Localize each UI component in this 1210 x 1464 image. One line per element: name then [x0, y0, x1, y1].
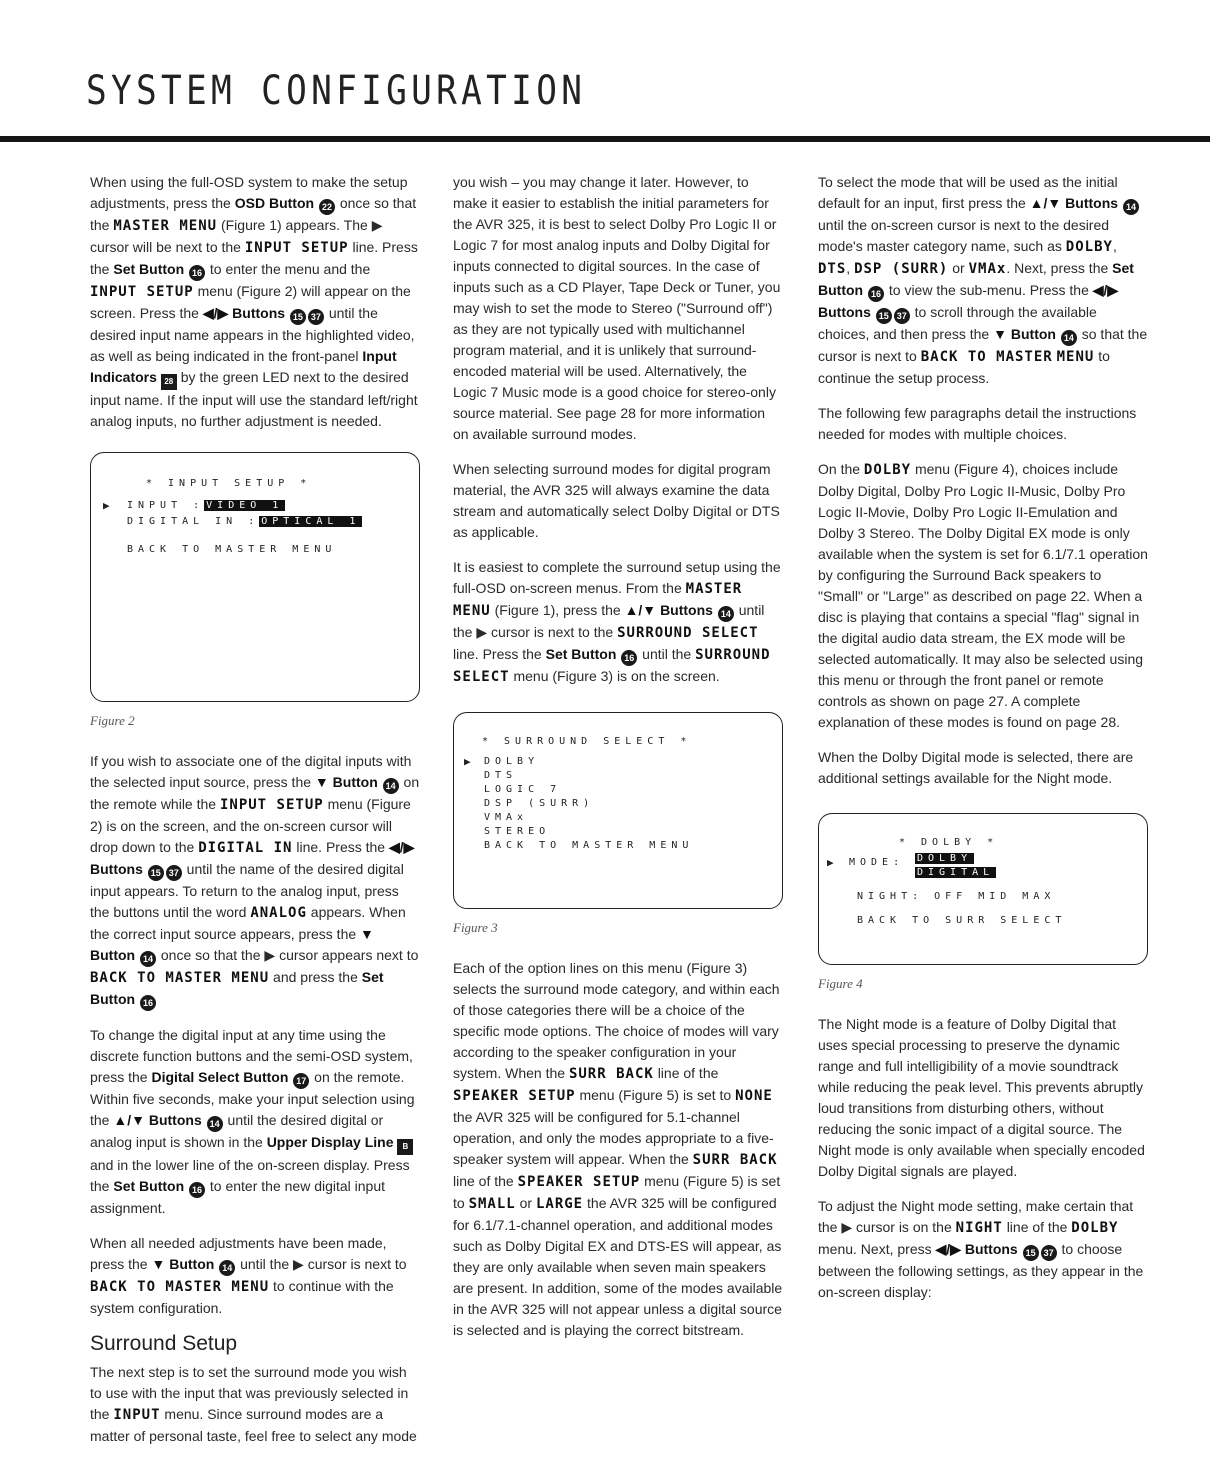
menu-name: INPUT SETUP — [244, 240, 349, 256]
cursor-arrow-icon: ▶ — [827, 856, 834, 869]
text: line. Press the — [296, 839, 386, 855]
osd-back-line: BACK TO SURR SELECT — [857, 915, 1067, 926]
down-arrow-icon: ▼ — [993, 326, 1007, 342]
menu-name: VMAx — [968, 261, 1007, 277]
col2-paragraph-2: When selecting surround modes for digital program material, the AVR 325 will always examine the data stream and automatically select Dolby Digital or DTS as applicable. — [453, 461, 780, 540]
menu-name: SMALL — [468, 1196, 516, 1212]
left-right-arrows-icon: ◀/▶ — [935, 1241, 961, 1257]
button-14-icon: 14 — [1123, 199, 1139, 215]
button-15-icon: 15 — [148, 865, 164, 881]
indicator-28-icon: 28 — [161, 374, 177, 390]
menu-name: SURROUND SELECT — [453, 647, 771, 685]
col1-paragraph-4 — [90, 1233, 420, 1319]
buttons-label: Buttons — [232, 305, 286, 321]
col1-paragraph-1 — [90, 172, 420, 432]
button-15-icon: 15 — [1023, 1245, 1039, 1261]
menu-name: MASTER MENU — [453, 581, 743, 619]
text: menu. Since surround modes are a matter of personal taste, feel free to select any mode — [90, 1406, 417, 1444]
set-button-label: Set Button — [113, 1178, 185, 1194]
upper-display-line-label: Upper Display Line — [266, 1134, 394, 1150]
title-rule — [0, 136, 1210, 142]
menu-name: NONE — [735, 1088, 773, 1104]
osd-title: * DOLBY * — [899, 837, 999, 848]
set-button-label: Set Button — [545, 646, 617, 662]
menu-name: DTS — [818, 261, 847, 277]
osd-label: DIGITAL IN : — [127, 516, 260, 527]
section-heading: Surround Setup — [90, 1332, 238, 1355]
text: menu (Figure 2) is on the screen, and the on-screen cursor will drop down to the — [90, 796, 411, 855]
text: until the — [453, 602, 765, 640]
menu-name: SURROUND SELECT — [617, 625, 759, 641]
figure-2-caption: Figure 2 — [90, 713, 135, 728]
column-1 — [90, 172, 420, 1461]
menu-name: DSP (SURR) — [854, 261, 949, 277]
text: cursor is next to the — [491, 624, 614, 640]
button-37-icon: 37 — [1041, 1245, 1057, 1261]
text: on the remote while the — [90, 774, 420, 812]
button-14-icon: 14 — [207, 1116, 223, 1132]
text: once so that the — [160, 947, 261, 963]
osd-value: DIGITAL — [917, 867, 995, 878]
column-2 — [453, 172, 783, 1355]
text: or — [952, 260, 965, 276]
col2-paragraph-4 — [453, 958, 783, 1341]
text: cursor is on the — [856, 1219, 952, 1235]
text: the AVR 325 will be configured for 5.1-channel operation, and only the modes appropriate to a five-speaker system will appear. When the — [453, 1109, 774, 1167]
osd-title: * SURROUND SELECT * — [482, 736, 692, 747]
menu-name: BACK TO MASTER — [920, 349, 1053, 365]
text: cursor appears next to — [279, 947, 419, 963]
left-right-arrows-icon: ◀/▶ — [388, 839, 415, 855]
osd-item: VMAx — [484, 812, 529, 823]
col3-paragraph-5: The Night mode is a feature of Dolby Digital that uses special processing to preserve the dynamic range and full intelligibility of a movie soundtrack while reducing the peak level. This prevents abruptly loud transitions from disturbing others, without reducing the sonic impact of a digital source. The Night mode is only available when specially encoded Dolby Digital signals are played. — [818, 1016, 1145, 1179]
text: To select the mode that will be used as the initial default for an input, first press the — [818, 174, 1118, 211]
text: until the desired digital or analog input is shown in the — [90, 1112, 384, 1150]
right-arrow-icon: ▶ — [371, 217, 383, 233]
button-15-icon: 15 — [290, 309, 306, 325]
text: When using the full-OSD system to make the setup adjustments, press the — [90, 174, 408, 211]
text: until the — [240, 1256, 290, 1272]
menu-name: INPUT SETUP — [219, 797, 324, 813]
text: line. Press the — [90, 239, 418, 277]
menu-name: DOLBY — [863, 462, 912, 478]
down-arrow-icon: ▼ — [314, 774, 329, 790]
figure-4-caption: Figure 4 — [818, 976, 863, 991]
text: Next, press the — [1014, 260, 1109, 276]
up-down-arrows-icon: ▲/▼ — [113, 1112, 145, 1128]
osd-item: LOGIC 7 — [484, 784, 562, 795]
osd-item: DSP (SURR) — [484, 798, 595, 809]
column-3 — [818, 172, 1148, 1317]
up-down-arrows-icon: ▲/▼ — [1029, 195, 1062, 211]
osd-mode-label: MODE: — [849, 857, 905, 868]
text: To change the digital input at any time using the discrete function buttons and the semi-OSD system, press the — [90, 1027, 413, 1085]
osd-item: DOLBY — [484, 756, 540, 767]
text: menu (Figure 4), choices include Dolby Digital, Dolby Pro Logic II-Music, Dolby Pro Logic II-Movie, Dolby Pro Logic II-Emulation and Dolby 3 Stereo. The Dolby Digital EX mode is only available when the system is set for 6.1/7.1 operation by configuring the Surround Back speakers to "Small" or "Large" as described on page 22. When a disc is playing that contains a special "flag" signal in the digital audio data stream, the EX mode will be selected automatically. It may also be selected using this menu or through the front panel or remote controls as shown on page 27. A complete explanation of these modes is found on page 28. — [818, 461, 1148, 730]
col3-paragraph-3 — [818, 459, 1148, 733]
button-14-icon: 14 — [1061, 330, 1077, 346]
text: so that the cursor is next to — [818, 326, 1148, 364]
button-16-icon: 16 — [189, 265, 205, 281]
digital-select-button-label: Digital Select Button — [151, 1069, 289, 1085]
button-16-icon: 16 — [189, 1182, 205, 1198]
cursor-arrow-icon: ▶ — [464, 755, 471, 768]
menu-name: SPEAKER SETUP — [453, 1088, 576, 1104]
button-label: Button — [1010, 326, 1056, 342]
buttons-label: Buttons — [1065, 195, 1119, 211]
col3-paragraph-2: The following few paragraphs detail the instructions needed for modes with multiple choices. — [818, 405, 1137, 442]
menu-name: DIGITAL IN — [198, 840, 293, 856]
menu-name: SURR BACK — [692, 1152, 778, 1168]
right-arrow-icon: ▶ — [264, 947, 276, 963]
text: menu (Figure 3) is on the screen. — [513, 668, 720, 684]
buttons-label: Buttons — [148, 1112, 202, 1128]
osd-value: VIDEO 1 — [206, 500, 284, 511]
text: menu (Figure 2) will appear on the screen. Press the — [90, 283, 411, 321]
figure-3-caption: Figure 3 — [453, 920, 498, 935]
page-title: SYSTEM CONFIGURATION — [86, 68, 587, 114]
menu-name: MASTER MENU — [113, 218, 218, 234]
text: line. Press the — [453, 646, 542, 662]
down-arrow-icon: ▼ — [151, 1256, 166, 1272]
left-right-arrows-icon: ◀/▶ — [1092, 282, 1119, 298]
osd-figure-3 — [453, 712, 783, 909]
text: (Figure 1) appears. The — [220, 217, 368, 233]
button-37-icon: 37 — [894, 308, 910, 324]
buttons-label: Buttons — [964, 1241, 1018, 1257]
osd-button-label: OSD Button — [234, 195, 315, 211]
text: It is easiest to complete the surround setup using the full-OSD on-screen menus. From the — [453, 559, 781, 596]
button-17-icon: 17 — [293, 1073, 309, 1089]
text: once so that the — [90, 195, 417, 233]
text: or — [519, 1195, 533, 1211]
text: line of the — [1006, 1219, 1068, 1235]
text: menu (Figure 5) is set to — [453, 1173, 781, 1211]
col1-paragraph-5 — [90, 1362, 420, 1447]
button-37-icon: 37 — [166, 865, 182, 881]
input-indicators-label: Input Indicators — [90, 348, 397, 385]
menu-name: INPUT SETUP — [90, 284, 194, 300]
col3-paragraph-1: To select the mode that will be used as the initial default for an input, first press the ▲/▼ Buttons 14 until the on-screen cursor is next to the desired mode's master category name, such as DOLBY, DTS, DSP (SURR) or VMAx. Next, press the Set Button 16 to view the sub-menu. Press the ◀/▶ Buttons 15 37 to scroll through the available choices, and then press the ▼ Button 14 so that the cursor is next to BACK TO MASTER MENU to continue the setup process. — [818, 174, 1148, 386]
text: and press the — [273, 969, 358, 985]
button-15-icon: 15 — [876, 308, 892, 324]
text: and in the lower line of the on-screen display. Press the — [90, 1157, 410, 1194]
osd-item: STEREO — [484, 826, 551, 837]
menu-name: BACK TO MASTER MENU — [90, 970, 270, 986]
text: by the green LED next to the desired input name. If the input will use the standard left/right analog inputs, no further adjustment is needed. — [90, 369, 418, 429]
col3-paragraph-6 — [818, 1196, 1148, 1303]
menu-name: MENU — [1056, 349, 1095, 365]
text: menu (Figure 5) is set to — [579, 1087, 732, 1103]
text: line of the — [453, 1173, 514, 1189]
display-b-icon: B — [397, 1139, 413, 1155]
button-16-icon: 16 — [621, 650, 637, 666]
menu-name: ANALOG — [250, 905, 307, 921]
right-arrow-icon: ▶ — [293, 1256, 304, 1272]
menu-name: SPEAKER SETUP — [517, 1174, 641, 1190]
col3-paragraph-4: When the Dolby Digital mode is selected, there are additional settings available for the Night mode. — [818, 749, 1134, 786]
right-arrow-icon: ▶ — [476, 624, 488, 640]
text: to enter the new digital input assignment. — [90, 1178, 386, 1216]
text: to enter the menu and the — [209, 261, 371, 277]
text: until the name of the desired digital input appears. To return to the analog input, press the buttons until the word — [90, 861, 404, 920]
text: menu. Next, press — [818, 1241, 932, 1257]
button-16-icon: 16 — [868, 286, 884, 302]
col2-paragraph-3 — [453, 557, 783, 688]
col1-paragraph-3 — [90, 1025, 420, 1219]
set-button-label: Set Button — [113, 261, 185, 277]
text: until the on-screen cursor is next to the desired mode's master category name, such as — [818, 217, 1110, 254]
button-16-icon: 16 — [140, 995, 156, 1011]
osd-value: DOLBY — [917, 853, 973, 864]
menu-name: NIGHT — [955, 1220, 1003, 1236]
text: cursor is next to — [307, 1256, 407, 1272]
text: Each of the option lines on this menu (Figure 3) selects the surround mode category, and within each of those categories there will be a choice of the specific mode options. The choice of modes will vary according to the speaker configuration in your system. When the — [453, 960, 780, 1081]
text: on the remote. Within five seconds, make your input selection using the — [90, 1069, 415, 1128]
button-label: Button — [90, 947, 136, 963]
text: to choose between the following settings, as they appear in the on-screen display: — [818, 1241, 1144, 1300]
text: the AVR 325 will be configured for 6.1/7.1-channel operation, and additional modes such as Dolby Digital EX and DTS-ES will appear, as they are only available when seven main speakers are present. In addition, some of the modes available in the AVR 325 will not appear unless a digital source is selected and is playing the correct bitstream. — [453, 1195, 783, 1338]
osd-title: * INPUT SETUP * — [146, 478, 312, 489]
osd-figure-4 — [818, 813, 1148, 965]
up-down-arrows-icon: ▲/▼ — [624, 602, 657, 618]
text: On the — [818, 461, 861, 477]
osd-value: OPTICAL 1 — [261, 516, 361, 527]
menu-name: BACK TO MASTER MENU — [90, 1279, 270, 1295]
menu-name: LARGE — [535, 1196, 584, 1212]
text: When all needed adjustments have been made, press the — [90, 1235, 387, 1272]
text: cursor will be next to the — [90, 239, 241, 255]
text: If you wish to associate one of the digital inputs with the selected input source, press the — [90, 753, 412, 790]
button-label: Button — [332, 774, 378, 790]
text: (Figure 1), press the — [494, 602, 621, 618]
text: appears. When the correct input source appears, press the — [90, 904, 406, 942]
osd-night-line: NIGHT: OFF MID MAX — [857, 891, 1056, 902]
menu-name: DOLBY — [1065, 239, 1113, 255]
left-right-arrows-icon: ◀/▶ — [202, 305, 229, 321]
text: until the desired input name appears in the highlighted video, as well as being indicated in the front-panel — [90, 305, 415, 364]
osd-figure-2 — [90, 452, 420, 702]
osd-back-line: BACK TO MASTER MENU — [127, 544, 337, 555]
buttons-label: Buttons — [660, 602, 713, 618]
osd-label: INPUT : — [127, 500, 205, 511]
button-label: Button — [169, 1256, 215, 1272]
buttons-label: Buttons — [818, 304, 871, 320]
button-14-icon: 14 — [219, 1260, 235, 1276]
button-14-icon: 14 — [140, 951, 156, 967]
buttons-label: Buttons — [90, 861, 143, 877]
button-37-icon: 37 — [308, 309, 324, 325]
right-arrow-icon: ▶ — [841, 1219, 853, 1235]
col1-paragraph-2 — [90, 751, 420, 1011]
osd-item: BACK TO MASTER MENU — [484, 840, 694, 851]
osd-mode-value — [915, 862, 996, 883]
osd-digital-line — [127, 511, 362, 532]
col2-paragraph-1: you wish – you may change it later. However, to make it easier to establish the initial parameters for the AVR 325, it is best to select Dolby Pro Logic II or Logic 7 for most analog inputs and Dolby Digital for inputs connected to digital sources. In the case of inputs such as a CD Player, Tape Deck or Tuner, you may wish to set the mode to Stereo ("Surround off") as they are not typically used with multichannel program material, and it is unlikely that surround-encoded material will be used. Alternatively, the Logic 7 Music mode is a good choice for stereo-only source material. See page 28 for more information on available surround modes. — [453, 174, 781, 442]
down-arrow-icon: ▼ — [360, 926, 374, 942]
osd-item: DTS — [484, 770, 518, 781]
text: line of the — [657, 1065, 719, 1081]
text: The next step is to set the surround mode you wish to use with the input that was previously selected in the — [90, 1364, 409, 1422]
set-button-label: Set Button — [90, 969, 384, 1007]
text: To adjust the Night mode setting, make certain that the — [818, 1198, 1134, 1235]
set-button-label: Set Button — [818, 260, 1134, 298]
text: to view the sub-menu. Press the — [888, 282, 1089, 298]
button-14-icon: 14 — [383, 778, 399, 794]
cursor-arrow-icon: ▶ — [103, 499, 110, 512]
menu-name: INPUT — [113, 1407, 161, 1423]
button-22-icon: 22 — [319, 199, 335, 215]
text: until the — [642, 646, 692, 662]
text: to scroll through the available choices, and then press the — [818, 304, 1097, 342]
menu-name: SURR BACK — [568, 1066, 654, 1082]
text: to continue with the system configuration. — [90, 1278, 394, 1316]
menu-name: DOLBY — [1071, 1220, 1119, 1236]
button-14-icon: 14 — [718, 606, 734, 622]
text: to continue the setup process. — [818, 348, 1110, 386]
